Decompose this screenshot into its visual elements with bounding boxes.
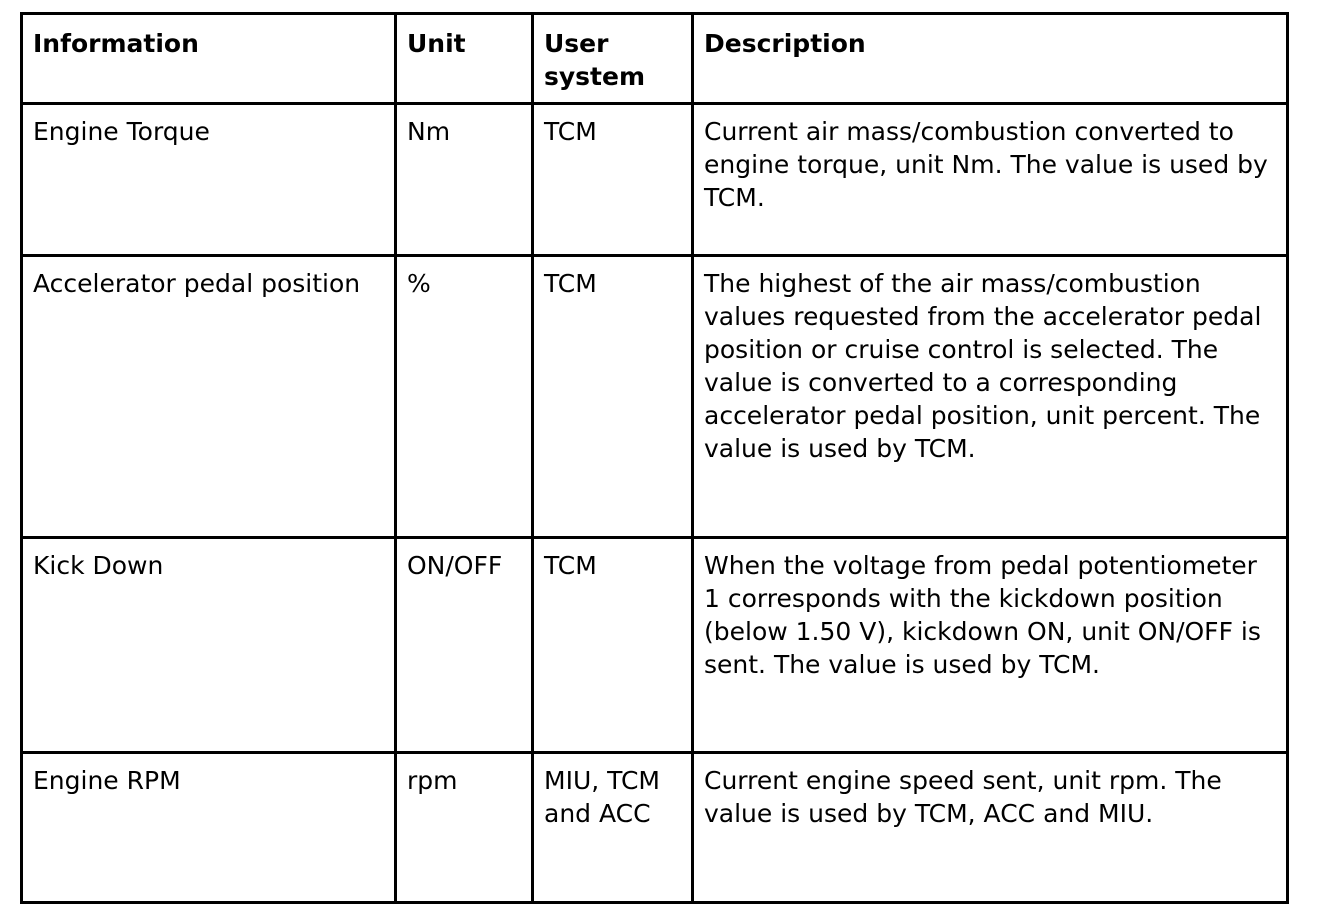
cell-unit: %: [396, 256, 533, 538]
table-row: [22, 538, 1288, 753]
header-information: Information: [22, 14, 396, 104]
cell-unit: rpm: [396, 753, 533, 903]
cell-description: When the voltage from pedal potentiometer 1 corresponds with the kickdown position (below 1.50 V), kickdown ON, unit ON/OFF is sent. The value is used by TCM.: [693, 538, 1288, 753]
cell-user-system: TCM: [533, 538, 693, 753]
cell-information: Engine Torque: [22, 104, 396, 256]
header-unit: Unit: [396, 14, 533, 104]
header-row: [22, 14, 1288, 104]
cell-description: The highest of the air mass/combustion values requested from the accelerator pedal position or cruise control is selected. The value is converted to a corresponding accelerator pedal position, unit percent. The value is used by TCM.: [693, 256, 1288, 538]
cell-unit: Nm: [396, 104, 533, 256]
cell-unit: ON/OFF: [396, 538, 533, 753]
header-user-system: User system: [533, 14, 693, 104]
cell-information: Kick Down: [22, 538, 396, 753]
table-row: [22, 104, 1288, 256]
cell-user-system: TCM: [533, 104, 693, 256]
header-description: Description: [693, 14, 1288, 104]
signal-table: [20, 12, 1289, 904]
cell-user-system: MIU, TCM and ACC: [533, 753, 693, 903]
table-row: [22, 256, 1288, 538]
cell-description: Current air mass/combustion converted to engine torque, unit Nm. The value is used by TCM.: [693, 104, 1288, 256]
cell-information: Engine RPM: [22, 753, 396, 903]
table-header: [22, 14, 1288, 104]
cell-information: Accelerator pedal position: [22, 256, 396, 538]
cell-user-system: TCM: [533, 256, 693, 538]
cell-description: Current engine speed sent, unit rpm. The value is used by TCM, ACC and MIU.: [693, 753, 1288, 903]
table-body: [22, 104, 1288, 903]
table-row: [22, 753, 1288, 903]
